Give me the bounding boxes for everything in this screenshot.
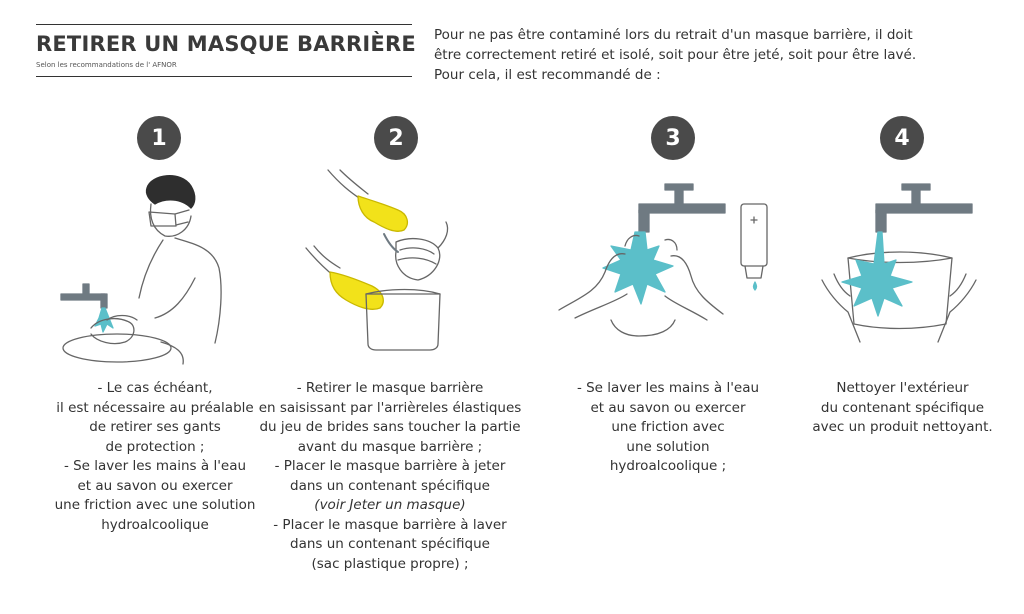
step-1-line: et au savon ou exercer: [77, 477, 233, 494]
step-4-text: [790, 379, 1015, 438]
page-title: RETIRER UN MASQUE BARRIÈRE: [36, 32, 416, 56]
step-2-line: en saisissant par l'arrièreles élastiques: [258, 399, 522, 416]
step-4-line: avec un produit nettoyant.: [812, 419, 993, 435]
step-2-line-reference: (voir Jeter un masque): [314, 497, 466, 513]
step-2-line: dans un contenant spécifique: [290, 477, 490, 494]
step-2-line: - Placer le masque barrière à jeter: [274, 458, 506, 474]
step-3-line: une solution: [626, 438, 710, 455]
step-3-line: hydroalcoolique ;: [609, 458, 727, 474]
step-2-line: du jeu de brides sans toucher la partie: [259, 419, 521, 435]
hands-under-faucet-icon: [555, 180, 770, 360]
step-3-line: et au savon ou exercer: [590, 399, 746, 416]
step-1-line: - Le cas échéant,: [97, 380, 213, 396]
step-1-line: il est nécessaire au préalable: [56, 399, 254, 416]
step-1-line: hydroalcoolique: [101, 516, 209, 533]
step-2-line: - Placer le masque barrière à laver: [273, 516, 507, 533]
page-subtitle: Selon les recommandations de l' AFNOR: [36, 61, 177, 69]
gloved-hands-removing-mask-icon: [300, 168, 480, 358]
step-1-line: une friction avec une solution: [54, 497, 256, 513]
step-2-line: - Retirer le masque barrière: [296, 380, 484, 396]
step-3-line: une friction avec: [611, 419, 725, 435]
header-bottom-rule: [36, 76, 412, 77]
step-1-line: - Se laver les mains à l'eau: [63, 458, 247, 474]
header-top-rule: [36, 24, 412, 25]
intro-paragraph: [434, 25, 994, 85]
step-4-line: du contenant spécifique: [820, 399, 985, 416]
step-1-line: de protection ;: [105, 438, 205, 455]
intro-line: être correctement retiré et isolé, soit pour être jeté, soit pour être lavé.: [434, 47, 917, 63]
step-1-badge: 1: [137, 116, 181, 160]
intro-line: Pour ne pas être contaminé lors du retrait d'un masque barrière, il doit: [434, 27, 913, 43]
step-1-line: de retirer ses gants: [89, 419, 221, 435]
step-2-badge: 2: [374, 116, 418, 160]
step-2-line: dans un contenant spécifique: [290, 536, 490, 552]
intro-line: Pour cela, il est recommandé de :: [434, 67, 661, 83]
step-2-text: [240, 379, 540, 574]
step-4-line: Nettoyer l'extérieur: [836, 380, 969, 396]
step-3-text: [548, 379, 788, 477]
step-2-line: (sac plastique propre) ;: [311, 555, 469, 572]
person-washing-hands-icon: [55, 168, 240, 368]
step-4-badge: 4: [880, 116, 924, 160]
step-2-line: avant du masque barrière ;: [297, 438, 483, 455]
step-3-line: - Se laver les mains à l'eau: [576, 380, 760, 396]
washing-container-under-faucet-icon: [820, 180, 980, 360]
step-3-badge: 3: [651, 116, 695, 160]
